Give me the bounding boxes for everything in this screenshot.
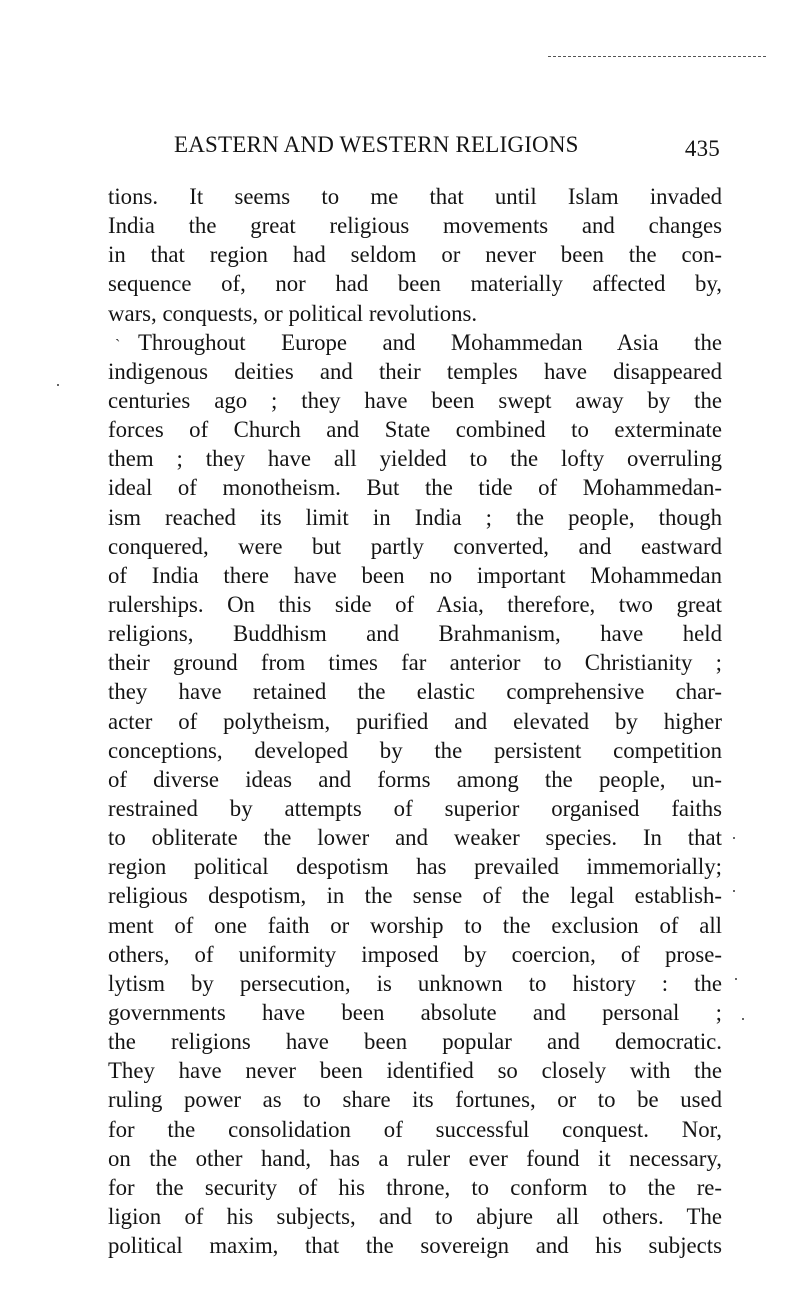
text-line: region political despotism has prevailed immemorially; [108,854,722,880]
text-line: religious despotism, in the sense of the legal establish- [108,883,722,909]
text-line: restrained by attempts of superior organised faiths [108,795,722,821]
scan-speck [733,837,735,839]
text-line: They have never been identified so closely with the [108,1058,722,1084]
running-title: EASTERN AND WESTERN RELIGIONS [174,132,579,157]
page-number: 435 [684,136,720,161]
text-line: of diverse ideas and forms among the people, un- [108,766,722,792]
text-line: conquered, were but partly converted, and eastward [108,533,722,559]
text-line: governments have been absolute and personal ; [108,999,722,1025]
body-text [108,182,722,1260]
text-line: on the other hand, has a ruler ever found it necessary, [108,1145,722,1171]
scan-speck [742,1018,744,1020]
text-line: ideal of monotheism. But the tide of Mohammedan- [108,475,722,501]
text-line-indent: Throughout Europe and Mohammedan Asia the [138,329,722,355]
text-line: religions, Buddhism and Brahmanism, have held [108,621,722,647]
text-line: India the great religious movements and changes [108,213,722,239]
text-line: conceptions, developed by the persistent competition [108,737,722,763]
text-line: ligion of his subjects, and to abjure all others. The [108,1203,722,1229]
text-line: wars, conquests, or political revolutions. [108,300,478,326]
text-line: in that region had seldom or never been the con- [108,242,722,268]
text-line: of India there have been no important Mohammedan [108,562,722,588]
text-line: for the security of his throne, to conform to the re- [108,1174,722,1200]
text-line: ruling power as to share its fortunes, or to be used [108,1087,722,1113]
scan-speck [57,384,59,386]
text-line: lytism by persecution, is unknown to history : the [108,970,722,996]
text-line: for the consolidation of successful conquest. Nor, [108,1116,722,1142]
text-line: ism reached its limit in India ; the people, though [108,504,722,530]
text-line: others, of uniformity imposed by coercion, of prose- [108,941,722,967]
scan-speck [735,978,737,980]
text-line: them ; they have all yielded to the lofty overruling [108,446,722,472]
text-line: sequence of, nor had been materially affected by, [108,271,722,297]
text-line: rulerships. On this side of Asia, therefore, two great [108,591,722,617]
text-line: they have retained the elastic comprehensive char- [108,679,722,705]
text-line: to obliterate the lower and weaker species. In that [108,825,722,851]
text-line: ment of one faith or worship to the exclusion of all [108,912,722,938]
text-line: tions. It seems to me that until Islam invaded [108,184,722,209]
text-line: their ground from times far anterior to Christianity ; [108,650,722,676]
text-line: indigenous deities and their temples have disappeared [108,358,722,384]
top-scan-rule [548,56,766,57]
paragraph-tick-mark: ` [115,337,121,354]
scan-speck [733,890,735,892]
text-line: centuries ago ; they have been swept away by the [108,387,722,413]
text-line: acter of polytheism, purified and elevated by higher [108,708,722,734]
text-line: political maxim, that the sovereign and his subjects [108,1233,722,1259]
text-line: forces of Church and State combined to exterminate [108,417,722,443]
text-line: the religions have been popular and democratic. [108,1029,722,1055]
